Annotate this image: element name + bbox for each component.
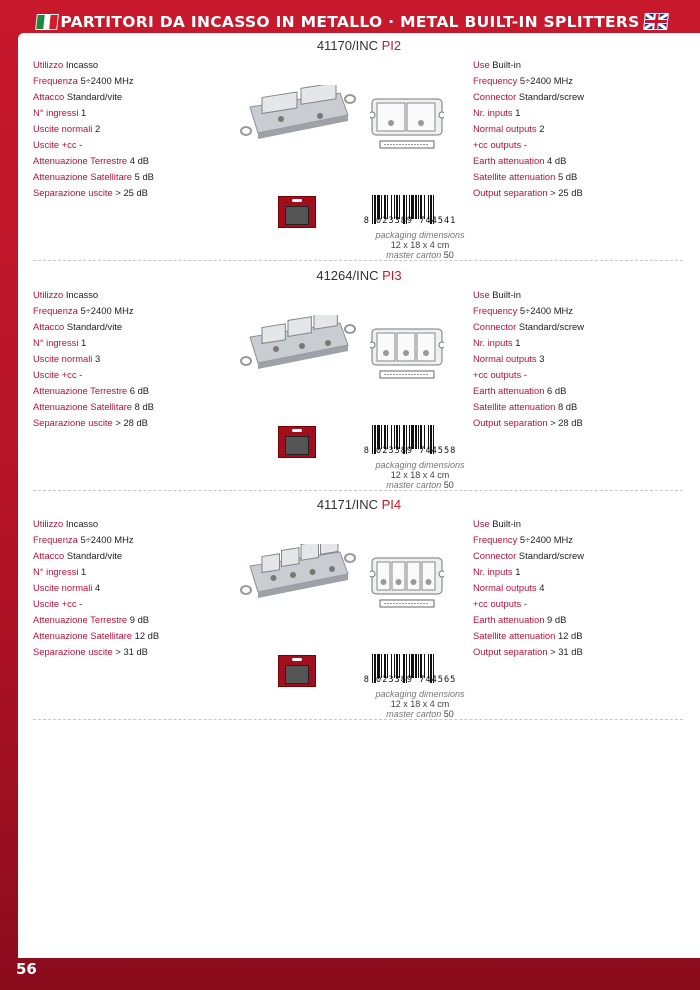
spec-value: > 31 dB (115, 646, 148, 657)
spec-label: Connector (473, 91, 517, 102)
spec-row (473, 580, 584, 596)
spec-value: 5÷2400 MHz (519, 534, 573, 545)
spec-row (33, 612, 159, 628)
spec-row (33, 73, 154, 89)
packaging-label: packaging dimensions (375, 689, 465, 699)
spec-label: Use (473, 59, 490, 70)
spec-value: 8 dB (557, 401, 578, 412)
spec-label: +cc outputs (473, 598, 522, 609)
product-code-number: 41170/INC (316, 38, 379, 53)
spec-value: 3 (539, 353, 545, 364)
product-divider (33, 490, 683, 491)
spec-label: Output separation (473, 417, 548, 428)
spec-label: Earth attenuation (473, 614, 545, 625)
spec-label: Earth attenuation (473, 385, 545, 396)
spec-label: Frequenza (33, 75, 78, 86)
spec-row (473, 57, 584, 73)
spec-value: 5 dB (134, 171, 154, 182)
spec-value: Built-in (492, 518, 521, 529)
spec-label: N° ingressi (33, 566, 79, 577)
spec-value: - (523, 369, 527, 380)
spec-value: 5÷2400 MHz (519, 305, 573, 316)
master-carton-quantity: 50 (443, 480, 454, 490)
spec-label: Attacco (33, 550, 65, 561)
spec-value: 4 (95, 582, 101, 593)
package-window (285, 665, 309, 684)
spec-row (473, 548, 584, 564)
spec-value: 1 (81, 566, 87, 577)
spec-label: Attenuazione Satellitare (33, 401, 133, 412)
spec-value: > 28 dB (550, 417, 583, 428)
spec-value: 1 (515, 566, 521, 577)
master-carton-label: master carton (386, 480, 442, 490)
packaging-label: packaging dimensions (375, 230, 465, 240)
spec-value: Built-in (492, 59, 521, 70)
spec-label: Normal outputs (473, 123, 537, 134)
spec-row (473, 532, 584, 548)
spec-label: Attacco (33, 321, 65, 332)
spec-label: Nr. inputs (473, 337, 513, 348)
spec-row (473, 185, 584, 201)
product-code-number: 41264/INC (316, 268, 379, 283)
spec-row (33, 548, 159, 564)
spec-label: Uscite +cc (33, 369, 77, 380)
spec-value: - (79, 598, 83, 609)
spec-label: Separazione uscite (33, 417, 113, 428)
spec-row (473, 287, 584, 303)
spec-row (33, 57, 154, 73)
spec-label: Earth attenuation (473, 155, 545, 166)
spec-row (473, 319, 584, 335)
spec-value: 9 dB (129, 614, 150, 625)
spec-label: Normal outputs (473, 582, 537, 593)
master-carton (340, 250, 500, 260)
spec-label: Utilizzo (33, 289, 64, 300)
product-package (278, 655, 316, 687)
spec-row (473, 73, 584, 89)
technical-drawing (370, 325, 444, 383)
spec-row (473, 367, 584, 383)
spec-row (33, 367, 154, 383)
spec-row (33, 532, 159, 548)
spec-row (473, 415, 584, 431)
spec-row (33, 580, 159, 596)
spec-label: Attenuazione Terrestre (33, 614, 128, 625)
spec-row (473, 383, 584, 399)
spec-value: 1 (81, 337, 87, 348)
spec-value: 1 (515, 337, 521, 348)
spec-label: Utilizzo (33, 59, 64, 70)
spec-list-it (33, 287, 154, 431)
page-number: 56 (16, 960, 37, 978)
spec-row (473, 596, 584, 612)
spec-value: 8 dB (134, 401, 154, 412)
spec-value: 1 (81, 107, 87, 118)
spec-list-it (33, 516, 159, 660)
product-code-suffix: PI4 (381, 497, 402, 512)
spec-label: Uscite +cc (33, 139, 77, 150)
master-carton (340, 709, 500, 719)
spec-value: > 25 dB (550, 187, 583, 198)
spec-list-en (473, 287, 584, 431)
spec-label: Separazione uscite (33, 187, 113, 198)
spec-value: 4 dB (547, 155, 567, 166)
spec-value: 5÷2400 MHz (519, 75, 573, 86)
spec-row (33, 105, 154, 121)
spec-value: > 28 dB (115, 417, 148, 428)
product-package (278, 426, 316, 458)
spec-label: Satellite attenuation (473, 171, 556, 182)
spec-row (473, 335, 584, 351)
spec-row (473, 153, 584, 169)
spec-list-it (33, 57, 154, 201)
spec-value: Standard/screw (518, 321, 585, 332)
spec-value: 5÷2400 MHz (80, 75, 134, 86)
spec-row (33, 596, 159, 612)
spec-label: Normal outputs (473, 353, 537, 364)
master-carton-quantity: 50 (443, 709, 454, 719)
spec-label: Attacco (33, 91, 65, 102)
spec-row (473, 399, 584, 415)
spec-value: - (79, 369, 83, 380)
spec-row (473, 612, 584, 628)
spec-row (33, 644, 159, 660)
spec-row (473, 169, 584, 185)
barcode-number: 8 023389 744558 (363, 446, 457, 456)
spec-row (33, 89, 154, 105)
spec-row (33, 185, 154, 201)
spec-value: 12 dB (557, 630, 583, 641)
splitter-photo (240, 85, 356, 143)
spec-row (33, 628, 159, 644)
barcode-number: 8 023389 744565 (363, 675, 457, 685)
spec-row (33, 399, 154, 415)
hang-hole (292, 429, 302, 432)
spec-value: Standard/vite (66, 91, 123, 102)
spec-label: Uscite normali (33, 353, 93, 364)
spec-row (473, 516, 584, 532)
uk-flag-icon (643, 13, 669, 30)
spec-value: 1 (515, 107, 521, 118)
spec-value: Standard/screw (518, 91, 585, 102)
spec-value: 9 dB (547, 614, 567, 625)
hang-hole (292, 658, 302, 661)
technical-drawing (370, 554, 444, 612)
hang-hole (292, 199, 302, 202)
package-window (285, 206, 309, 225)
spec-row (33, 516, 159, 532)
spec-value: 12 dB (134, 630, 160, 641)
spec-label: Attenuazione Terrestre (33, 385, 128, 396)
spec-row (33, 287, 154, 303)
spec-row (33, 351, 154, 367)
spec-value: - (79, 139, 83, 150)
spec-label: Use (473, 289, 490, 300)
master-carton-label: master carton (386, 709, 442, 719)
spec-label: Frequency (473, 305, 518, 316)
master-carton-label: master carton (386, 250, 442, 260)
spec-label: N° ingressi (33, 337, 79, 348)
spec-label: Output separation (473, 187, 548, 198)
spec-row (33, 153, 154, 169)
packaging-dimensions: 12 x 18 x 4 cm (390, 470, 450, 480)
spec-list-en (473, 516, 584, 660)
spec-row (33, 335, 154, 351)
spec-row (473, 564, 584, 580)
spec-value: 4 dB (129, 155, 150, 166)
spec-label: Utilizzo (33, 518, 64, 529)
spec-label: Frequenza (33, 305, 78, 316)
spec-label: Output separation (473, 646, 548, 657)
product-divider (33, 260, 683, 261)
spec-row (473, 137, 584, 153)
spec-row (33, 303, 154, 319)
spec-label: Connector (473, 550, 517, 561)
spec-label: Nr. inputs (473, 107, 513, 118)
spec-value: > 31 dB (550, 646, 583, 657)
spec-row (33, 137, 154, 153)
spec-value: 2 (95, 123, 101, 134)
italian-flag-icon (35, 14, 59, 30)
product-code (18, 497, 700, 512)
spec-label: Uscite normali (33, 123, 93, 134)
product-divider (33, 719, 683, 720)
product-code-suffix: PI3 (382, 268, 402, 283)
spec-row (33, 564, 159, 580)
master-carton-quantity: 50 (443, 250, 454, 260)
spec-row (473, 351, 584, 367)
spec-value: 6 dB (547, 385, 567, 396)
spec-row (33, 319, 154, 335)
spec-list-en (473, 57, 584, 201)
spec-label: Uscite +cc (33, 598, 77, 609)
master-carton (340, 480, 500, 490)
product-package (278, 196, 316, 228)
spec-label: Satellite attenuation (473, 630, 556, 641)
package-window (285, 436, 309, 455)
spec-value: Standard/vite (66, 321, 123, 332)
spec-value: 4 (539, 582, 545, 593)
spec-label: N° ingressi (33, 107, 79, 118)
barcode-number: 8 023389 744541 (363, 216, 457, 226)
spec-label: Connector (473, 321, 517, 332)
spec-row (473, 644, 584, 660)
spec-value: Standard/vite (66, 550, 123, 561)
spec-row (33, 121, 154, 137)
spec-row (473, 303, 584, 319)
spec-row (473, 121, 584, 137)
spec-value: 5÷2400 MHz (80, 305, 134, 316)
spec-value: 5÷2400 MHz (80, 534, 134, 545)
technical-drawing (370, 95, 444, 153)
spec-value: 2 (539, 123, 545, 134)
product-block (18, 263, 700, 491)
catalog-page (18, 33, 700, 958)
spec-row (473, 105, 584, 121)
spec-label: Attenuazione Satellitare (33, 171, 133, 182)
spec-value: Incasso (65, 59, 99, 70)
spec-label: Satellite attenuation (473, 401, 556, 412)
spec-label: Separazione uscite (33, 646, 113, 657)
spec-value: 6 dB (129, 385, 150, 396)
spec-label: Frequency (473, 534, 518, 545)
spec-row (473, 628, 584, 644)
spec-value: - (523, 139, 527, 150)
splitter-photo (240, 544, 356, 602)
spec-label: +cc outputs (473, 369, 522, 380)
product-code-suffix: PI2 (381, 38, 402, 53)
spec-label: Attenuazione Satellitare (33, 630, 133, 641)
spec-row (33, 415, 154, 431)
spec-row (473, 89, 584, 105)
spec-label: Frequenza (33, 534, 78, 545)
spec-value: Incasso (65, 518, 99, 529)
product-code-number: 41171/INC (316, 497, 379, 512)
page-title: PARTITORI DA INCASSO IN METALLO · METAL BUILT-IN SPLITTERS (60, 13, 640, 31)
spec-value: Standard/screw (518, 550, 585, 561)
spec-label: Frequency (473, 75, 518, 86)
spec-label: Attenuazione Terrestre (33, 155, 128, 166)
splitter-photo (240, 315, 356, 373)
product-block (18, 33, 700, 261)
spec-value: > 25 dB (115, 187, 148, 198)
product-code (18, 268, 700, 283)
product-code (18, 38, 700, 53)
spec-row (33, 383, 154, 399)
spec-value: Incasso (65, 289, 99, 300)
spec-label: Use (473, 518, 490, 529)
spec-label: Nr. inputs (473, 566, 513, 577)
spec-row (33, 169, 154, 185)
spec-label: +cc outputs (473, 139, 522, 150)
spec-value: 5 dB (557, 171, 578, 182)
spec-value: - (523, 598, 527, 609)
spec-value: 3 (95, 353, 101, 364)
spec-label: Uscite normali (33, 582, 93, 593)
spec-value: Built-in (492, 289, 521, 300)
packaging-dimensions: 12 x 18 x 4 cm (390, 699, 450, 709)
packaging-label: packaging dimensions (375, 460, 465, 470)
product-block (18, 492, 700, 720)
packaging-dimensions: 12 x 18 x 4 cm (390, 240, 450, 250)
